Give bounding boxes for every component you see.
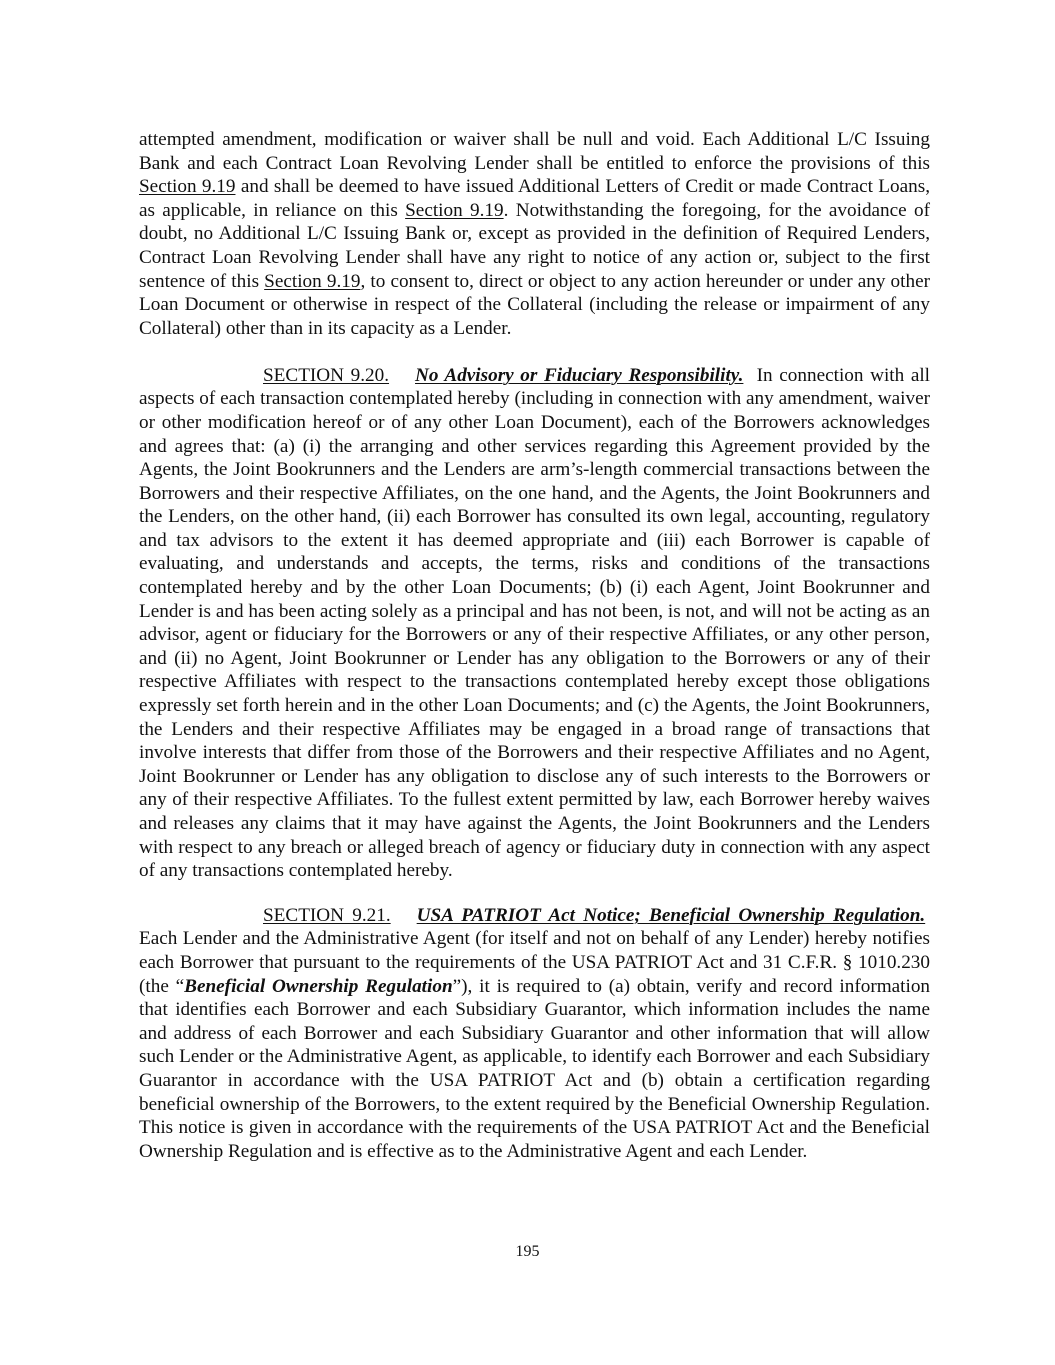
section-9-19-reference: Section 9.19	[139, 176, 236, 198]
para1-text-4: , to consent to, direct or object to any action hereunder or under any other Loan Document or otherwise in respect of the Collateral (including the release or impairment of any Collateral) other than in its capacity as a Lender.	[139, 270, 930, 339]
section-9-19-reference: Section 9.19	[405, 199, 504, 221]
section-9-21-body-2: ”), it is required to (a) obtain, verify and record information that identifies each Borrower and each Subsidiary Guarantor, which information includes the name and address of each Borrower and each Subsidiary Guarantor and other information that will allow such Lender or the Administrative Agent, as applicable, to identify each Borrower and each Subsidiary Guarantor in accordance with the USA PATRIOT Act and (b) obtain a certification regarding beneficial ownership of the Borrowers, to the extent required by the Beneficial Ownership Regulation. This notice is given in accordance with the requirements of the USA PATRIOT Act and the Beneficial Ownership Regulation and is effective as to the Administrative Agent and each Lender.	[139, 975, 931, 1162]
beneficial-ownership-term: Beneficial Ownership Regulation	[184, 975, 453, 997]
section-9-20-body: In connection with all aspects of each transaction contemplated hereby (including in connection with any amendment, waiver or other modification hereof or of any other Loan Document), each of the Borrowers acknowledges and agrees that: (a) (i) the arranging and other services regarding this Agreement provided by the Agents, the Joint Bookrunners and the Lenders are arm’s-length commercial transactions between the Borrowers and their respective Affiliates, on the one hand, and the Agents, the Joint Bookrunners and the Lenders, on the other hand, (ii) each Borrower has consulted its own legal, accounting, regulatory and tax advisors to the extent it has deemed appropriate and (iii) each Borrower is capable of evaluating, and understands and accepts, the terms, risks and conditions of the transactions contemplated hereby and by the other Loan Documents; (b) (i) each Agent, Joint Bookrunner and Lender is and has been acting solely as a principal and has not been, is not, and will not be acting as an advisor, agent or fiduciary for the Borrowers or any of their respective Affiliates, or any other person, and (ii) no Agent, Joint Bookrunner or Lender has any obligation to the Borrowers or any of their respective Affiliates with respect to the transactions contemplated hereby except those obligations expressly set forth herein and in the other Loan Documents; and (c) the Agents, the Joint Bookrunners, the Lenders and their respective Affiliates may be engaged in a broad range of transactions that involve interests that differ from those of the Borrowers and their respective Affiliates and no Agent, Joint Bookrunner or Lender has any obligation to disclose any of such interests to the Borrowers or any of their respective Affiliates. To the fullest extent permitted by law, each Borrower hereby waives and releases any claims that it may have against the Agents, the Joint Bookrunners and the Lenders with respect to any breach or alleged breach of agency or fiduciary duty in connection with any aspect of any transactions contemplated hereby.	[139, 364, 931, 882]
para1-text-2: and shall be deemed to have issued Additional Letters of Credit or made Contract Loans, as applicable, in reliance on this	[139, 176, 930, 221]
para1-text-3: . Notwithstanding the foregoing, for the avoidance of doubt, no Additional L/C Issuing Bank or, except as provided in the definition of Required Lenders, Contract Loan Revolving Lender shall have any right to notice of any action or, subject to the first sentence of this	[139, 199, 930, 292]
section-9-21-number: SECTION 9.21.	[263, 904, 391, 926]
section-9-20-paragraph	[139, 364, 930, 883]
section-9-21-body-1: Each Lender and the Administrative Agent (for itself and not on behalf of any Lender) hereby notifies each Borrower that pursuant to the requirements of the USA PATRIOT Act and 31 C.F.R. § 1010.230 (the “	[139, 928, 930, 997]
section-9-21-title: USA PATRIOT Act Notice; Beneficial Ownership Regulation.	[416, 904, 926, 926]
document-page	[139, 128, 930, 1163]
section-9-21-paragraph	[139, 904, 930, 1164]
page-number: 195	[515, 1243, 540, 1260]
section-9-19-reference: Section 9.19	[264, 270, 361, 292]
para1-text-1: attempted amendment, modification or waiver shall be null and void. Each Additional L/C Issuing Bank and each Contract Loan Revolving Lender shall be entitled to enforce the provisions of this	[139, 129, 930, 174]
section-9-20-title: No Advisory or Fiduciary Responsibility.	[415, 364, 744, 386]
paragraph-continuation	[139, 128, 930, 340]
section-9-20-number: SECTION 9.20.	[263, 364, 390, 386]
